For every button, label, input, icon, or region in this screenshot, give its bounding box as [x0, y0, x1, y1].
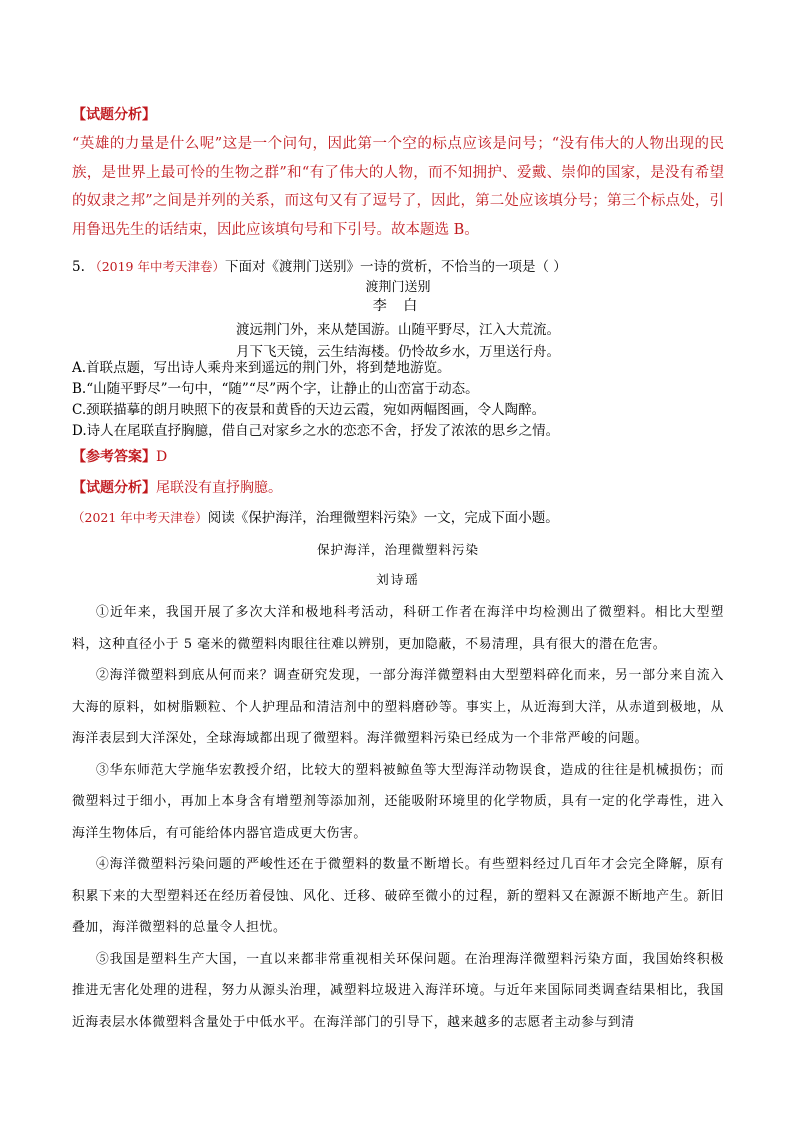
- option-a: A.首联点题，写出诗人乘舟来到遥远的荆门外，将到楚地游览。: [72, 360, 451, 376]
- answer-line: [72, 446, 724, 466]
- article-paragraph-5: ⑤我国是塑料生产大国，一直以来都非常重视相关环保问题。在治理海洋微塑料污染方面，我国始终积极推进无害化处理的进程，努力从源头治理，减塑料垃圾进入海洋环境。与近年来国际同类调查结果相比，我国近海表层水体微塑料含量处于中低水平。在海洋部门的引导下，越来越多的志愿者主动参与到清: [72, 951, 724, 1030]
- option-b: B.“山随平野尽”一句中，“随”“尽”两个字，让静止的山峦富于动态。: [72, 381, 479, 397]
- question-5-stem: [72, 257, 724, 277]
- analysis-2-text: 尾联没有直抒胸臆。: [156, 480, 282, 496]
- poem-line-1: 渡远荆门外，来从楚国游。山随平野尽，江入大荒流。: [236, 322, 560, 338]
- question-number: 5.: [72, 259, 85, 275]
- answer-tag: 【参考答案】: [72, 449, 156, 465]
- poem-line-2: 月下飞天镜，云生结海楼。仍怜故乡水，万里送行舟。: [236, 344, 560, 360]
- reading-text: 阅读《保护海洋，治理微塑料污染》一文，完成下面小题。: [207, 510, 559, 526]
- option-c: C.颈联描摹的朗月映照下的夜景和黄昏的天边云霞，宛如两幅图画，令人陶醉。: [72, 402, 546, 418]
- article-paragraph-2: ②海洋微塑料到底从何而来？调查研究发现，一部分海洋微塑料由大型塑料碎化而来，另一部分来自流入大海的原料，如树脂颗粒、个人护理品和清洁剂中的塑料磨砂等。事实上，从近海到大洋，从赤道到极地，从海洋表层到大洋深处，全球海域都出现了微塑料。海洋微塑料污染已经成为一个非常严峻的问题。: [72, 668, 724, 746]
- article-body: [72, 597, 724, 1038]
- reading-stem: [72, 508, 724, 528]
- poem-author: 李 白: [372, 298, 424, 314]
- option-d: D.诗人在尾联直抒胸臆，借自己对家乡之水的恋恋不舍，抒发了浓浓的思乡之情。: [72, 423, 560, 439]
- analysis-tag: 【试题分析】: [72, 107, 156, 123]
- reading-source: （2021 年中考天津卷）: [72, 510, 208, 525]
- analysis-text: “英雄的力量是什么呢”这是一个问句，因此第一个空的标点应该是问号；“没有伟大的人物出现的民族，是世界上最可怜的生物之群”和“有了伟大的人物，而不知拥护、爱戴、崇仰的国家，是没有希望的奴隶之邦”之间是并列的关系，而这句又有了逗号了，因此，第二处应该填分号；第三个标点处，引用鲁迅先生的话结束，因此应该填句号和下引号。故本题选 B。: [72, 136, 724, 238]
- analysis-2-line: [72, 477, 724, 497]
- poem-title: 渡荆门送别: [365, 280, 431, 295]
- article-title: 保护海洋，治理微塑料污染: [316, 542, 479, 557]
- question-text: 下面对《渡荆门送别》一诗的赏析，不恰当的一项是（ ）: [224, 259, 567, 275]
- question-source: （2019 年中考天津卷）: [89, 259, 225, 274]
- answer-value: D: [156, 449, 168, 465]
- article-author: 刘诗瑶: [376, 572, 420, 587]
- article-paragraph-3: ③华东师范大学施华宏教授介绍，比较大的塑料被鲸鱼等大型海洋动物误食，造成的往往是机械损伤；而微塑料过于细小，再加上本身含有增塑剂等添加剂，还能吸附环境里的化学物质，具有一定的化学毒性，进入海洋生物体后，有可能给体内器官造成更大伤害。: [72, 762, 724, 841]
- analysis-2-tag: 【试题分析】: [72, 480, 156, 496]
- article-paragraph-1: ①近年来，我国开展了多次大洋和极地科考活动，科研工作者在海洋中均检测出了微塑料。相比大型塑料，这种直径小于 5 毫米的微塑料肉眼往往难以辨别，更加隐蔽，不易清理，具有很大的潜在危害。: [72, 605, 724, 652]
- analysis-heading: [72, 104, 724, 124]
- article-paragraph-4: ④海洋微塑料污染问题的严峻性还在于微塑料的数量不断增长。有些塑料经过几百年才会完全降解，原有积累下来的大型塑料还在经历着侵蚀、风化、迁移、破碎至微小的过程，新的塑料又在源源不断地产生。新旧叠加，海洋微塑料的总量令人担忧。: [72, 857, 724, 935]
